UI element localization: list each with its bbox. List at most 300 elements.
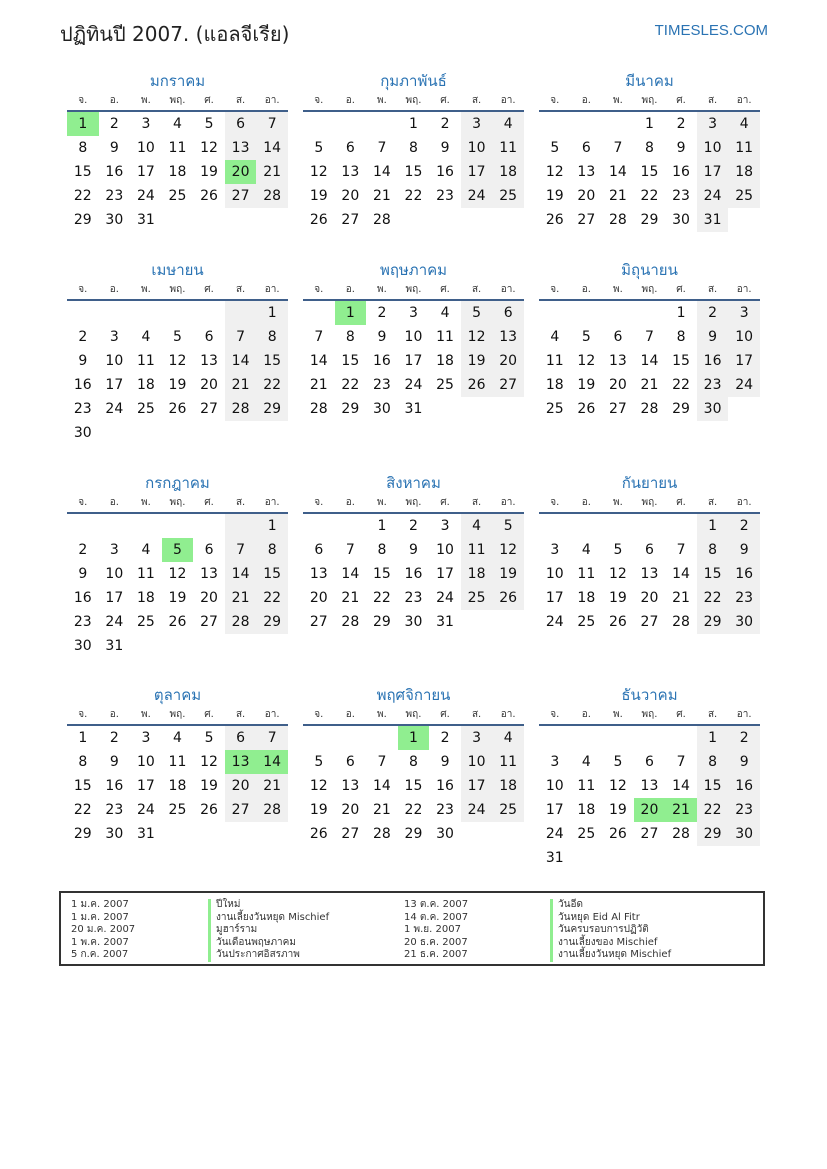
day-cell: 6 — [204, 542, 214, 558]
day-cell: 11 — [492, 750, 524, 774]
day-cell: 20 — [309, 590, 328, 606]
weekday-label: อา. — [500, 284, 516, 295]
day-cell: 27 — [200, 614, 218, 630]
day-cell: 15 — [404, 778, 423, 794]
day-cell: 30 — [672, 212, 690, 228]
weekday-label: จ. — [78, 95, 88, 106]
day-cell: 29 — [672, 401, 690, 417]
weekday-label: อา. — [264, 95, 280, 106]
day-cell: 10 — [461, 136, 493, 160]
day-cell: 12 — [545, 164, 564, 180]
day-cell: 22 — [256, 586, 288, 610]
empty-day — [634, 301, 666, 325]
legend-holiday-name: งานเลี้ยงวันหยุด Mischief — [208, 912, 329, 925]
day-cell: 8 — [256, 538, 288, 562]
day-cell: 3 — [461, 112, 493, 136]
weekday-label: อ. — [345, 709, 355, 720]
day-cell: 13 — [341, 778, 360, 794]
day-cell: 3 — [109, 329, 119, 345]
day-cell: 5 — [173, 329, 182, 345]
day-grid — [303, 514, 524, 634]
day-cell: 12 — [608, 566, 627, 582]
day-cell: 29 — [372, 614, 391, 630]
day-cell: 3 — [109, 542, 119, 558]
weekday-label: พ. — [613, 709, 623, 720]
day-cell: 21 — [341, 590, 360, 606]
day-cell: 27 — [640, 826, 659, 842]
weekday-header — [539, 494, 760, 514]
day-cell: 7 — [314, 329, 324, 345]
month-block — [67, 259, 288, 445]
day-cell: 10 — [545, 778, 564, 794]
day-cell: 2 — [676, 116, 686, 132]
weekday-label: พ. — [141, 497, 151, 508]
day-cell: 14 — [256, 136, 288, 160]
legend-date: 1 ม.ค. 2007 — [71, 911, 129, 923]
day-cell: 16 — [728, 774, 760, 798]
day-cell: 23 — [728, 798, 760, 822]
weekday-label: อ. — [109, 95, 119, 106]
day-cell: 23 — [728, 586, 760, 610]
day-cell: 3 — [141, 730, 151, 746]
day-cell: 19 — [577, 377, 596, 393]
weekday-label: พฤ. — [405, 497, 422, 508]
legend-date: 20 ธ.ค. 2007 — [404, 936, 468, 948]
weekday-label: พฤ. — [641, 709, 658, 720]
day-cell: 1 — [78, 730, 88, 746]
day-cell: 16 — [73, 377, 92, 393]
day-cell: 19 — [461, 349, 493, 373]
day-cell: 14 — [672, 566, 690, 582]
day-cell: 10 — [697, 136, 729, 160]
day-cell: 8 — [345, 329, 355, 345]
day-cell: 31 — [436, 614, 454, 630]
weekday-header — [539, 281, 760, 301]
day-cell: 16 — [436, 778, 454, 794]
day-cell: 28 — [256, 798, 288, 822]
day-cell: 1 — [377, 518, 387, 534]
day-cell: 15 — [404, 164, 423, 180]
weekday-label: อ. — [109, 709, 119, 720]
weekday-label: พฤ. — [169, 95, 186, 106]
empty-day — [602, 726, 634, 750]
day-cell: 9 — [109, 140, 119, 156]
day-cell: 10 — [545, 566, 564, 582]
legend-holiday-name: วันอีด — [550, 899, 671, 912]
day-cell: 11 — [545, 353, 564, 369]
day-cell: 1 — [335, 301, 367, 325]
day-cell: 28 — [309, 401, 328, 417]
day-cell: 22 — [672, 377, 690, 393]
day-cell: 28 — [608, 212, 627, 228]
day-cell: 22 — [404, 802, 423, 818]
day-cell: 11 — [461, 538, 493, 562]
day-cell: 18 — [545, 377, 564, 393]
day-cell: 21 — [256, 160, 288, 184]
day-cell: 2 — [697, 301, 729, 325]
weekday-label: จ. — [314, 284, 324, 295]
day-cell: 26 — [168, 401, 187, 417]
legend-date: 1 พ.ค. 2007 — [71, 936, 129, 948]
day-cell: 20 — [492, 349, 524, 373]
day-cell: 5 — [314, 754, 324, 770]
legend-holiday-name: ปีใหม่ — [208, 899, 329, 912]
day-cell: 12 — [461, 325, 493, 349]
day-cell: 19 — [608, 802, 627, 818]
legend-holiday-name: งานเลี้ยงของ Mischief — [550, 937, 671, 950]
day-cell: 27 — [640, 614, 659, 630]
day-cell: 25 — [461, 586, 493, 610]
day-cell: 11 — [136, 566, 155, 582]
day-cell: 13 — [309, 566, 328, 582]
weekday-label: ศ. — [676, 709, 686, 720]
day-cell: 7 — [377, 754, 387, 770]
day-cell: 25 — [168, 802, 187, 818]
month-title: กรกฎาคม — [145, 474, 210, 492]
day-cell: 17 — [728, 349, 760, 373]
day-cell: 10 — [728, 325, 760, 349]
day-cell: 17 — [697, 160, 729, 184]
day-cell: 22 — [640, 188, 659, 204]
empty-day — [99, 301, 131, 325]
day-cell: 12 — [309, 164, 328, 180]
day-cell: 6 — [204, 329, 214, 345]
day-cell: 6 — [345, 754, 355, 770]
day-cell: 2 — [728, 514, 760, 538]
day-cell: 17 — [461, 160, 493, 184]
day-cell: 25 — [728, 184, 760, 208]
empty-day — [602, 301, 634, 325]
day-cell: 8 — [256, 325, 288, 349]
month-block — [303, 70, 524, 232]
day-cell: 8 — [409, 754, 418, 770]
day-cell: 7 — [256, 112, 288, 136]
day-cell: 20 — [341, 188, 360, 204]
day-cell: 1 — [256, 301, 288, 325]
day-cell: 24 — [728, 373, 760, 397]
day-cell: 30 — [436, 826, 454, 842]
weekday-label: ส. — [707, 95, 718, 106]
day-cell: 3 — [461, 726, 493, 750]
day-cell: 7 — [676, 542, 686, 558]
day-cell: 10 — [436, 542, 454, 558]
day-cell: 5 — [613, 542, 623, 558]
month-block — [303, 259, 524, 421]
day-cell: 17 — [404, 353, 423, 369]
day-cell: 19 — [492, 562, 524, 586]
day-cell: 6 — [581, 140, 591, 156]
day-cell: 6 — [225, 112, 257, 136]
day-cell: 28 — [225, 610, 257, 634]
day-cell: 24 — [404, 377, 423, 393]
day-cell: 5 — [162, 538, 194, 562]
day-cell: 9 — [78, 353, 88, 369]
day-cell: 26 — [309, 212, 328, 228]
day-cell: 27 — [200, 401, 218, 417]
weekday-label: ส. — [235, 497, 246, 508]
day-cell: 29 — [341, 401, 360, 417]
weekday-label: ศ. — [204, 497, 214, 508]
day-cell: 25 — [577, 826, 596, 842]
day-cell: 12 — [168, 353, 187, 369]
day-cell: 17 — [436, 566, 454, 582]
day-cell: 15 — [256, 562, 288, 586]
day-cell: 6 — [645, 542, 654, 558]
day-cell: 30 — [372, 401, 391, 417]
day-cell: 1 — [697, 726, 729, 750]
day-cell: 30 — [697, 397, 729, 421]
day-cell: 4 — [173, 116, 182, 132]
day-cell: 27 — [341, 826, 360, 842]
day-cell: 11 — [168, 140, 187, 156]
day-cell: 18 — [461, 562, 493, 586]
legend-dates-right — [404, 899, 468, 962]
weekday-label: อา. — [500, 95, 516, 106]
day-cell: 8 — [409, 140, 418, 156]
day-cell: 28 — [256, 184, 288, 208]
weekday-label: พ. — [613, 284, 623, 295]
month-block — [67, 472, 288, 658]
day-cell: 18 — [136, 377, 155, 393]
day-cell: 25 — [492, 184, 524, 208]
day-cell: 22 — [341, 377, 360, 393]
day-cell: 13 — [341, 164, 360, 180]
legend-holiday-name: วันครบรอบการปฏิวัติ — [550, 924, 671, 937]
day-cell: 15 — [256, 349, 288, 373]
site-link[interactable]: TIMESLES.COM — [654, 22, 768, 39]
day-cell: 4 — [461, 514, 493, 538]
empty-day — [571, 514, 603, 538]
day-cell: 17 — [105, 590, 124, 606]
empty-day — [665, 726, 697, 750]
day-cell: 2 — [409, 518, 418, 534]
day-cell: 10 — [105, 353, 124, 369]
day-cell: 16 — [404, 566, 423, 582]
weekday-label: พ. — [377, 284, 387, 295]
day-cell: 24 — [461, 798, 493, 822]
month-title: พฤศจิกายน — [376, 686, 451, 704]
day-cell: 24 — [697, 184, 729, 208]
day-cell: 10 — [461, 750, 493, 774]
day-cell: 14 — [225, 349, 257, 373]
day-cell: 15 — [73, 778, 92, 794]
day-cell: 8 — [377, 542, 387, 558]
empty-day — [193, 301, 225, 325]
day-cell: 20 — [200, 377, 218, 393]
day-cell: 23 — [404, 590, 423, 606]
weekday-header — [67, 494, 288, 514]
day-cell: 16 — [436, 164, 454, 180]
day-cell: 27 — [492, 373, 524, 397]
weekday-header — [303, 494, 524, 514]
empty-day — [602, 112, 634, 136]
day-cell: 12 — [200, 140, 218, 156]
day-cell: 1 — [676, 305, 686, 321]
empty-day — [634, 514, 666, 538]
month-title: มกราคม — [149, 72, 206, 90]
page-title: ปฏิทินปี 2007. (แอลจีเรีย) — [60, 22, 290, 46]
legend-date: 1 พ.ย. 2007 — [404, 924, 461, 936]
day-cell: 20 — [640, 590, 659, 606]
empty-day — [303, 726, 335, 750]
day-grid — [303, 726, 524, 846]
day-cell: 7 — [225, 325, 257, 349]
day-cell: 11 — [136, 353, 155, 369]
day-cell: 29 — [697, 610, 729, 634]
day-cell: 13 — [640, 566, 659, 582]
weekday-label: พ. — [377, 709, 387, 720]
day-cell: 21 — [608, 188, 627, 204]
weekday-label: อา. — [264, 709, 280, 720]
day-cell: 12 — [608, 778, 627, 794]
day-cell: 3 — [550, 542, 560, 558]
day-cell: 11 — [168, 754, 187, 770]
day-cell: 25 — [136, 614, 155, 630]
empty-day — [539, 514, 571, 538]
day-cell: 20 — [608, 377, 627, 393]
day-cell: 30 — [105, 212, 124, 228]
day-cell: 26 — [608, 826, 627, 842]
day-cell: 19 — [200, 778, 218, 794]
day-cell: 1 — [697, 514, 729, 538]
weekday-label: อ. — [345, 284, 355, 295]
empty-day — [225, 301, 257, 325]
day-cell: 11 — [728, 136, 760, 160]
day-cell: 2 — [728, 726, 760, 750]
day-cell: 26 — [492, 586, 524, 610]
empty-day — [539, 726, 571, 750]
day-cell: 26 — [545, 212, 564, 228]
day-cell: 23 — [73, 614, 92, 630]
day-cell: 9 — [78, 566, 88, 582]
weekday-label: พฤ. — [405, 284, 422, 295]
weekday-label: จ. — [314, 497, 324, 508]
day-cell: 15 — [372, 566, 391, 582]
day-cell: 3 — [409, 305, 418, 321]
day-cell: 20 — [634, 798, 666, 822]
weekday-label: ศ. — [676, 95, 686, 106]
day-cell: 21 — [372, 802, 391, 818]
day-cell: 29 — [73, 212, 92, 228]
day-cell: 15 — [640, 164, 659, 180]
day-cell: 31 — [404, 401, 423, 417]
day-grid — [67, 301, 288, 445]
day-cell: 5 — [581, 329, 591, 345]
day-cell: 5 — [314, 140, 324, 156]
day-cell: 16 — [372, 353, 391, 369]
weekday-label: อ. — [581, 95, 591, 106]
day-cell: 2 — [440, 730, 450, 746]
weekday-header — [303, 92, 524, 112]
weekday-label: ศ. — [204, 709, 214, 720]
day-cell: 30 — [73, 638, 92, 654]
day-cell: 9 — [676, 140, 686, 156]
weekday-header — [67, 281, 288, 301]
day-cell: 31 — [545, 850, 564, 866]
day-cell: 13 — [577, 164, 596, 180]
month-block — [67, 684, 288, 846]
weekday-label: ส. — [471, 497, 482, 508]
day-cell: 3 — [697, 112, 729, 136]
day-cell: 13 — [608, 353, 627, 369]
day-cell: 26 — [200, 802, 218, 818]
month-title: ธันวาคม — [621, 686, 678, 704]
weekday-label: ศ. — [676, 497, 686, 508]
empty-day — [571, 112, 603, 136]
day-cell: 4 — [492, 112, 524, 136]
day-cell: 6 — [645, 754, 654, 770]
day-grid — [67, 726, 288, 846]
weekday-label: จ. — [78, 284, 88, 295]
day-cell: 14 — [225, 562, 257, 586]
weekday-label: ศ. — [676, 284, 686, 295]
day-cell: 22 — [73, 188, 92, 204]
day-cell: 29 — [73, 826, 92, 842]
day-cell: 26 — [168, 614, 187, 630]
day-cell: 27 — [225, 184, 257, 208]
day-cell: 4 — [581, 754, 591, 770]
day-cell: 6 — [225, 726, 257, 750]
day-cell: 27 — [341, 212, 360, 228]
day-cell: 5 — [204, 730, 214, 746]
weekday-label: จ. — [78, 497, 88, 508]
weekday-label: อ. — [345, 497, 355, 508]
day-cell: 17 — [105, 377, 124, 393]
weekday-label: จ. — [314, 95, 324, 106]
day-grid — [539, 514, 760, 634]
weekday-header — [303, 706, 524, 726]
day-cell: 11 — [577, 778, 596, 794]
day-grid — [67, 514, 288, 658]
month-title: สิงหาคม — [386, 474, 441, 492]
day-cell: 29 — [640, 212, 659, 228]
day-cell: 16 — [697, 349, 729, 373]
day-cell: 22 — [73, 802, 92, 818]
day-cell: 27 — [309, 614, 328, 630]
empty-day — [665, 514, 697, 538]
day-grid — [539, 301, 760, 421]
day-cell: 6 — [613, 329, 623, 345]
month-block — [539, 259, 760, 421]
day-cell: 16 — [672, 164, 690, 180]
day-cell: 1 — [398, 726, 430, 750]
day-cell: 20 — [200, 590, 218, 606]
day-cell: 22 — [404, 188, 423, 204]
day-cell: 9 — [440, 754, 450, 770]
day-cell: 24 — [136, 188, 155, 204]
day-cell: 5 — [550, 140, 560, 156]
day-cell: 23 — [697, 373, 729, 397]
empty-day — [67, 514, 99, 538]
weekday-label: พฤ. — [641, 284, 658, 295]
day-cell: 27 — [608, 401, 627, 417]
day-cell: 11 — [436, 329, 454, 345]
day-cell: 26 — [461, 373, 493, 397]
legend-holiday-name: วันหยุด Eid Al Fitr — [550, 912, 671, 925]
day-cell: 9 — [440, 140, 450, 156]
day-cell: 5 — [492, 514, 524, 538]
day-cell: 11 — [492, 136, 524, 160]
day-cell: 31 — [136, 826, 155, 842]
day-cell: 5 — [204, 116, 214, 132]
month-title: มิถุนายน — [621, 261, 678, 279]
day-cell: 9 — [728, 750, 760, 774]
day-cell: 30 — [105, 826, 124, 842]
day-cell: 14 — [672, 778, 690, 794]
weekday-label: จ. — [550, 709, 560, 720]
day-cell: 21 — [672, 590, 690, 606]
day-cell: 20 — [577, 188, 596, 204]
